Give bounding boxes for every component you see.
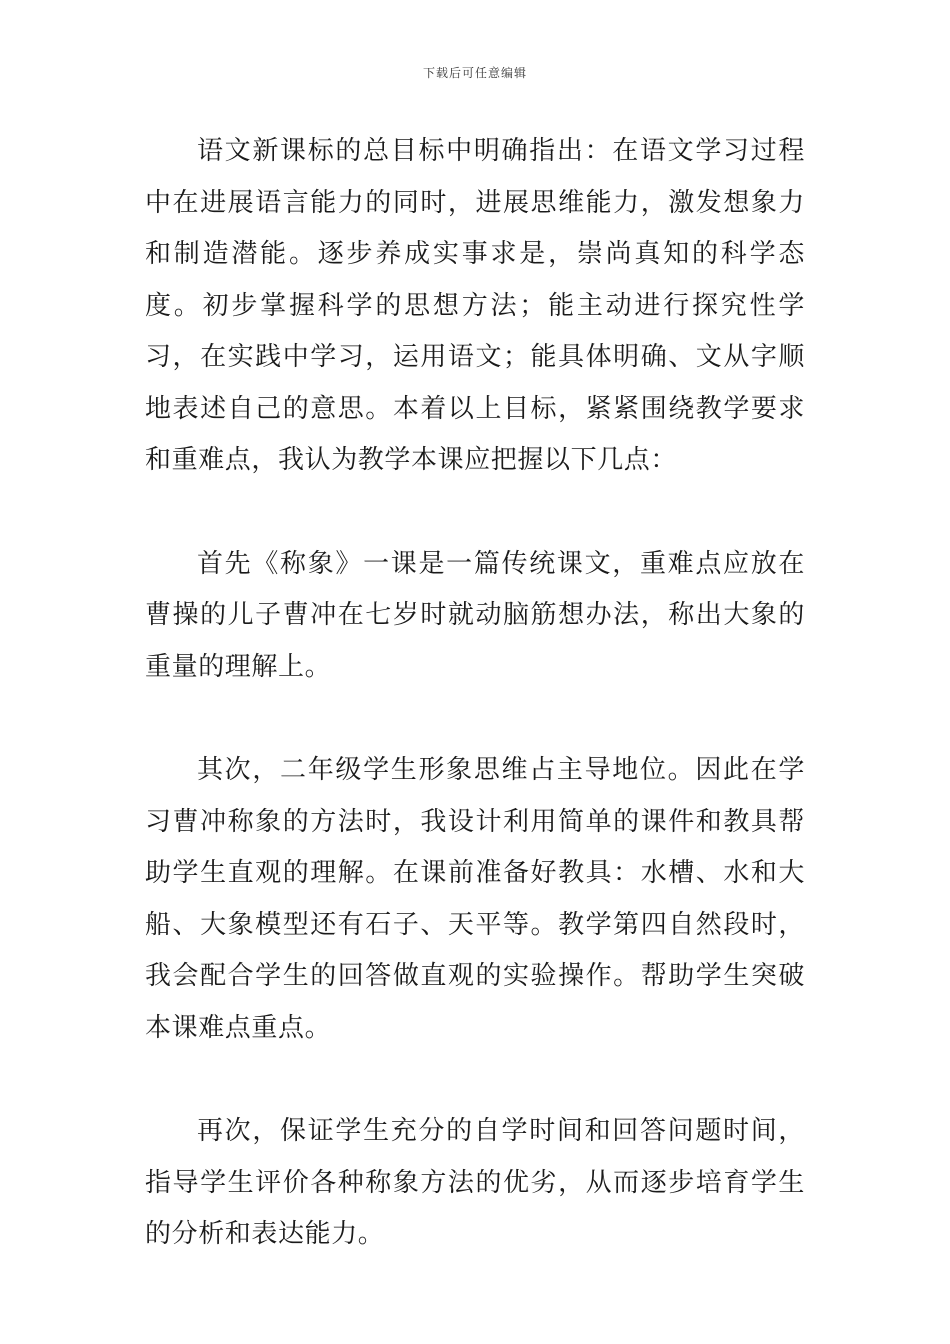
paragraph-4: 再次，保证学生充分的自学时间和回答问题时间，指导学生评价各种称象方法的优劣，从而逐步培育学生的分析和表达能力。 — [145, 1116, 805, 1249]
paragraph-2: 首先《称象》一课是一篇传统课文，重难点应放在曹操的儿子曹冲在七岁时就动脑筋想办法，称出大象的重量的理解上。 — [145, 548, 805, 682]
header-note: 下载后可任意编辑 — [422, 66, 527, 80]
document-body — [145, 126, 805, 1261]
paragraph-1: 语文新课标的总目标中明确指出：在语文学习过程中在进展语言能力的同时，进展思维能力，激发想象力和制造潜能。逐步养成实事求是，崇尚真知的科学态度。初步掌握科学的思想方法；能主动进行探究性学习，在实践中学习，运用语文；能具体明确、文从字顺地表述自己的意思。本着以上目标，紧紧围绕教学要求和重难点，我认为教学本课应把握以下几点： — [145, 136, 805, 475]
paragraph-3: 其次，二年级学生形象思维占主导地位。因此在学习曹冲称象的方法时，我设计利用简单的课件和教具帮助学生直观的理解。在课前准备好教具：水槽、水和大船、大象模型还有石子、天平等。教学第四自然段时，我会配合学生的回答做直观的实验操作。帮助学生突破本课难点重点。 — [145, 755, 805, 1043]
